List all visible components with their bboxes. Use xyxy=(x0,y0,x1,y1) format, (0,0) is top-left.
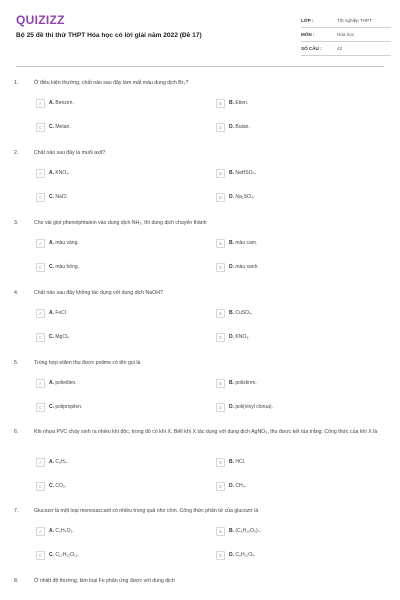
option-a[interactable] xyxy=(36,456,186,468)
option-c[interactable] xyxy=(36,261,186,273)
option-letter-box: C xyxy=(36,482,45,491)
option-letter-box: D xyxy=(216,123,225,132)
meta-value: 42 xyxy=(337,46,343,51)
option-label: C. xyxy=(49,552,54,558)
option-d[interactable] xyxy=(216,191,366,203)
option-letter-box: B xyxy=(216,99,225,108)
option-letter-box: B xyxy=(216,309,225,318)
option-label: A. xyxy=(49,459,54,465)
option-b[interactable] xyxy=(216,167,366,179)
meta-value: Tốt nghiệp THPT xyxy=(337,18,372,23)
option-text: Butan. xyxy=(235,124,250,130)
option-text: màu cam. xyxy=(235,240,258,246)
option-label: D. xyxy=(229,404,234,410)
option-d[interactable] xyxy=(216,549,366,561)
question-text: Cho vài giọt phenolphtalein vào dung dịch NH₃, thì dung dịch chuyển thành xyxy=(34,220,207,226)
question-number: 5. xyxy=(14,360,19,366)
worksheet-header xyxy=(0,0,400,62)
option-letter-box: B xyxy=(216,239,225,248)
quizizz-logo: QUIZIZZ xyxy=(16,13,65,27)
option-text: C₆H₁₂O₆. xyxy=(235,552,256,558)
option-label: C. xyxy=(49,483,54,489)
question-text: Ở điều kiện thường, chất nào sau đây làm mất màu dung dịch Br₂? xyxy=(34,80,189,86)
option-label: C. xyxy=(49,124,54,130)
option-label: D. xyxy=(229,194,234,200)
option-text: polistiren. xyxy=(235,380,257,386)
option-text: NaCl. xyxy=(55,194,68,200)
option-text: polipropilen. xyxy=(55,404,83,410)
option-c[interactable] xyxy=(36,549,186,561)
worksheet-title: Bộ 25 đề thi thử THPT Hóa học có lời giải năm 2022 (Đề 17) xyxy=(16,32,202,39)
option-label: B. xyxy=(229,310,234,316)
option-d[interactable] xyxy=(216,401,366,413)
question-text: Glucozơ là một loại monosaccarit có nhiều trong quả nho chín. Công thức phân tử của glucozơ là xyxy=(34,508,259,514)
option-a[interactable] xyxy=(36,237,186,249)
option-text: NaHSO₄. xyxy=(235,170,257,176)
option-label: C. xyxy=(49,194,54,200)
option-label: A. xyxy=(49,310,54,316)
option-text: màu xanh. xyxy=(235,264,259,270)
question-text: Chất nào sau đây không tác dụng với dung dịch NaOH? xyxy=(34,290,163,296)
option-a[interactable] xyxy=(36,97,186,109)
question-number: 1. xyxy=(14,80,19,86)
option-letter-box: A xyxy=(36,458,45,467)
meta-key: SỐ CÂU : xyxy=(301,46,322,51)
question-text: Trùng hợp etilen thu được polime có tên gọi là xyxy=(34,360,141,366)
option-d[interactable] xyxy=(216,121,366,133)
option-letter-box: B xyxy=(216,169,225,178)
question-text: Chất nào sau đây là muối axit? xyxy=(34,150,106,156)
option-text: Metan. xyxy=(55,124,71,130)
option-letter-box: D xyxy=(216,263,225,272)
option-label: D. xyxy=(229,124,234,130)
option-text: poli(vinyl clorua). xyxy=(235,404,273,410)
option-label: B. xyxy=(229,240,234,246)
option-label: D. xyxy=(229,334,234,340)
option-letter-box: A xyxy=(36,99,45,108)
option-letter-box: A xyxy=(36,169,45,178)
option-text: FeCl xyxy=(55,310,66,316)
header-divider xyxy=(16,66,384,67)
option-letter-box: C xyxy=(36,403,45,412)
worksheet-meta xyxy=(301,14,391,56)
option-text: Etien. xyxy=(235,100,249,106)
option-c[interactable] xyxy=(36,191,186,203)
meta-value: Hóa học xyxy=(337,32,355,37)
question-number: 2. xyxy=(14,150,19,156)
question-number: 6. xyxy=(14,429,19,435)
question-number: 7. xyxy=(14,508,19,514)
option-letter-box: D xyxy=(216,193,225,202)
question-number: 8. xyxy=(14,578,19,584)
option-letter-box: D xyxy=(216,333,225,342)
option-text: CuSO₄. xyxy=(235,310,253,316)
option-a[interactable] xyxy=(36,377,186,389)
option-text: KNO₃. xyxy=(235,334,250,340)
option-text: CH₄. xyxy=(235,483,247,489)
option-letter-box: C xyxy=(36,193,45,202)
option-a[interactable] xyxy=(36,307,186,319)
option-a[interactable] xyxy=(36,525,186,537)
option-label: D. xyxy=(229,483,234,489)
option-letter-box: C xyxy=(36,263,45,272)
option-text: MgCl₂. xyxy=(55,334,71,340)
option-text: C₂H₄. xyxy=(55,459,68,465)
option-text: CO₂. xyxy=(55,483,67,489)
option-d[interactable] xyxy=(216,331,366,343)
option-letter-box: A xyxy=(36,527,45,536)
option-text: HCl. xyxy=(235,459,246,465)
option-letter-box: D xyxy=(216,551,225,560)
option-c[interactable] xyxy=(36,480,186,492)
option-label: C. xyxy=(49,264,54,270)
option-label: A. xyxy=(49,528,54,534)
option-text: C₂H₄O₂. xyxy=(55,528,74,534)
meta-key: LỚP : xyxy=(301,18,314,23)
option-letter-box: D xyxy=(216,403,225,412)
option-label: A. xyxy=(49,170,54,176)
option-text: C₁₂H₂₂O₁₁. xyxy=(55,552,79,558)
meta-row-class xyxy=(301,14,391,28)
question-text: Khi nhựa PVC cháy sinh ra nhiều khí độc, trong đó có khí X. Biết khí X tác dụng với dung dịch AgNO₃, thu được kết tủa trắng. Công thức của khí X là xyxy=(34,429,378,435)
option-text: polietilen. xyxy=(55,380,77,386)
option-b[interactable] xyxy=(216,377,366,389)
option-letter-box: C xyxy=(36,333,45,342)
option-label: C. xyxy=(49,404,54,410)
option-c[interactable] xyxy=(36,121,186,133)
option-b[interactable] xyxy=(216,307,366,319)
option-letter-box: A xyxy=(36,239,45,248)
option-b[interactable] xyxy=(216,456,366,468)
option-letter-box: A xyxy=(36,379,45,388)
option-d[interactable] xyxy=(216,480,366,492)
meta-key: MÔN : xyxy=(301,32,315,37)
option-label: B. xyxy=(229,100,234,106)
option-c[interactable] xyxy=(36,331,186,343)
option-label: C. xyxy=(49,334,54,340)
option-text: màu hồng. xyxy=(55,264,80,270)
option-text: Na₂SO₄. xyxy=(235,194,255,200)
option-label: A. xyxy=(49,240,54,246)
option-label: B. xyxy=(229,380,234,386)
option-letter-box: B xyxy=(216,527,225,536)
option-letter-box: D xyxy=(216,482,225,491)
option-letter-box: C xyxy=(36,551,45,560)
meta-row-count xyxy=(301,42,391,56)
option-text: KNO₃. xyxy=(55,170,70,176)
option-text: Benzen. xyxy=(55,100,74,106)
option-label: A. xyxy=(49,100,54,106)
question-text: Ở nhiệt độ thường, kim loại Fe phản ứng được với dung dịch xyxy=(34,578,175,584)
option-letter-box: C xyxy=(36,123,45,132)
option-text: màu vàng. xyxy=(55,240,79,246)
option-letter-box: B xyxy=(216,379,225,388)
option-b[interactable] xyxy=(216,525,366,537)
question-number: 4. xyxy=(14,290,19,296)
option-c[interactable] xyxy=(36,401,186,413)
option-label: D. xyxy=(229,552,234,558)
option-label: A. xyxy=(49,380,54,386)
option-b[interactable] xyxy=(216,237,366,249)
option-letter-box: A xyxy=(36,309,45,318)
option-d[interactable] xyxy=(216,261,366,273)
option-label: B. xyxy=(229,459,234,465)
meta-row-subject xyxy=(301,28,391,42)
option-label: B. xyxy=(229,170,234,176)
question-number: 3. xyxy=(14,220,19,226)
option-a[interactable] xyxy=(36,167,186,179)
option-label: D. xyxy=(229,264,234,270)
option-label: B. xyxy=(229,528,234,534)
option-b[interactable] xyxy=(216,97,366,109)
option-text: (C₆H₁₀O₅)ₙ. xyxy=(235,528,262,534)
option-letter-box: B xyxy=(216,458,225,467)
